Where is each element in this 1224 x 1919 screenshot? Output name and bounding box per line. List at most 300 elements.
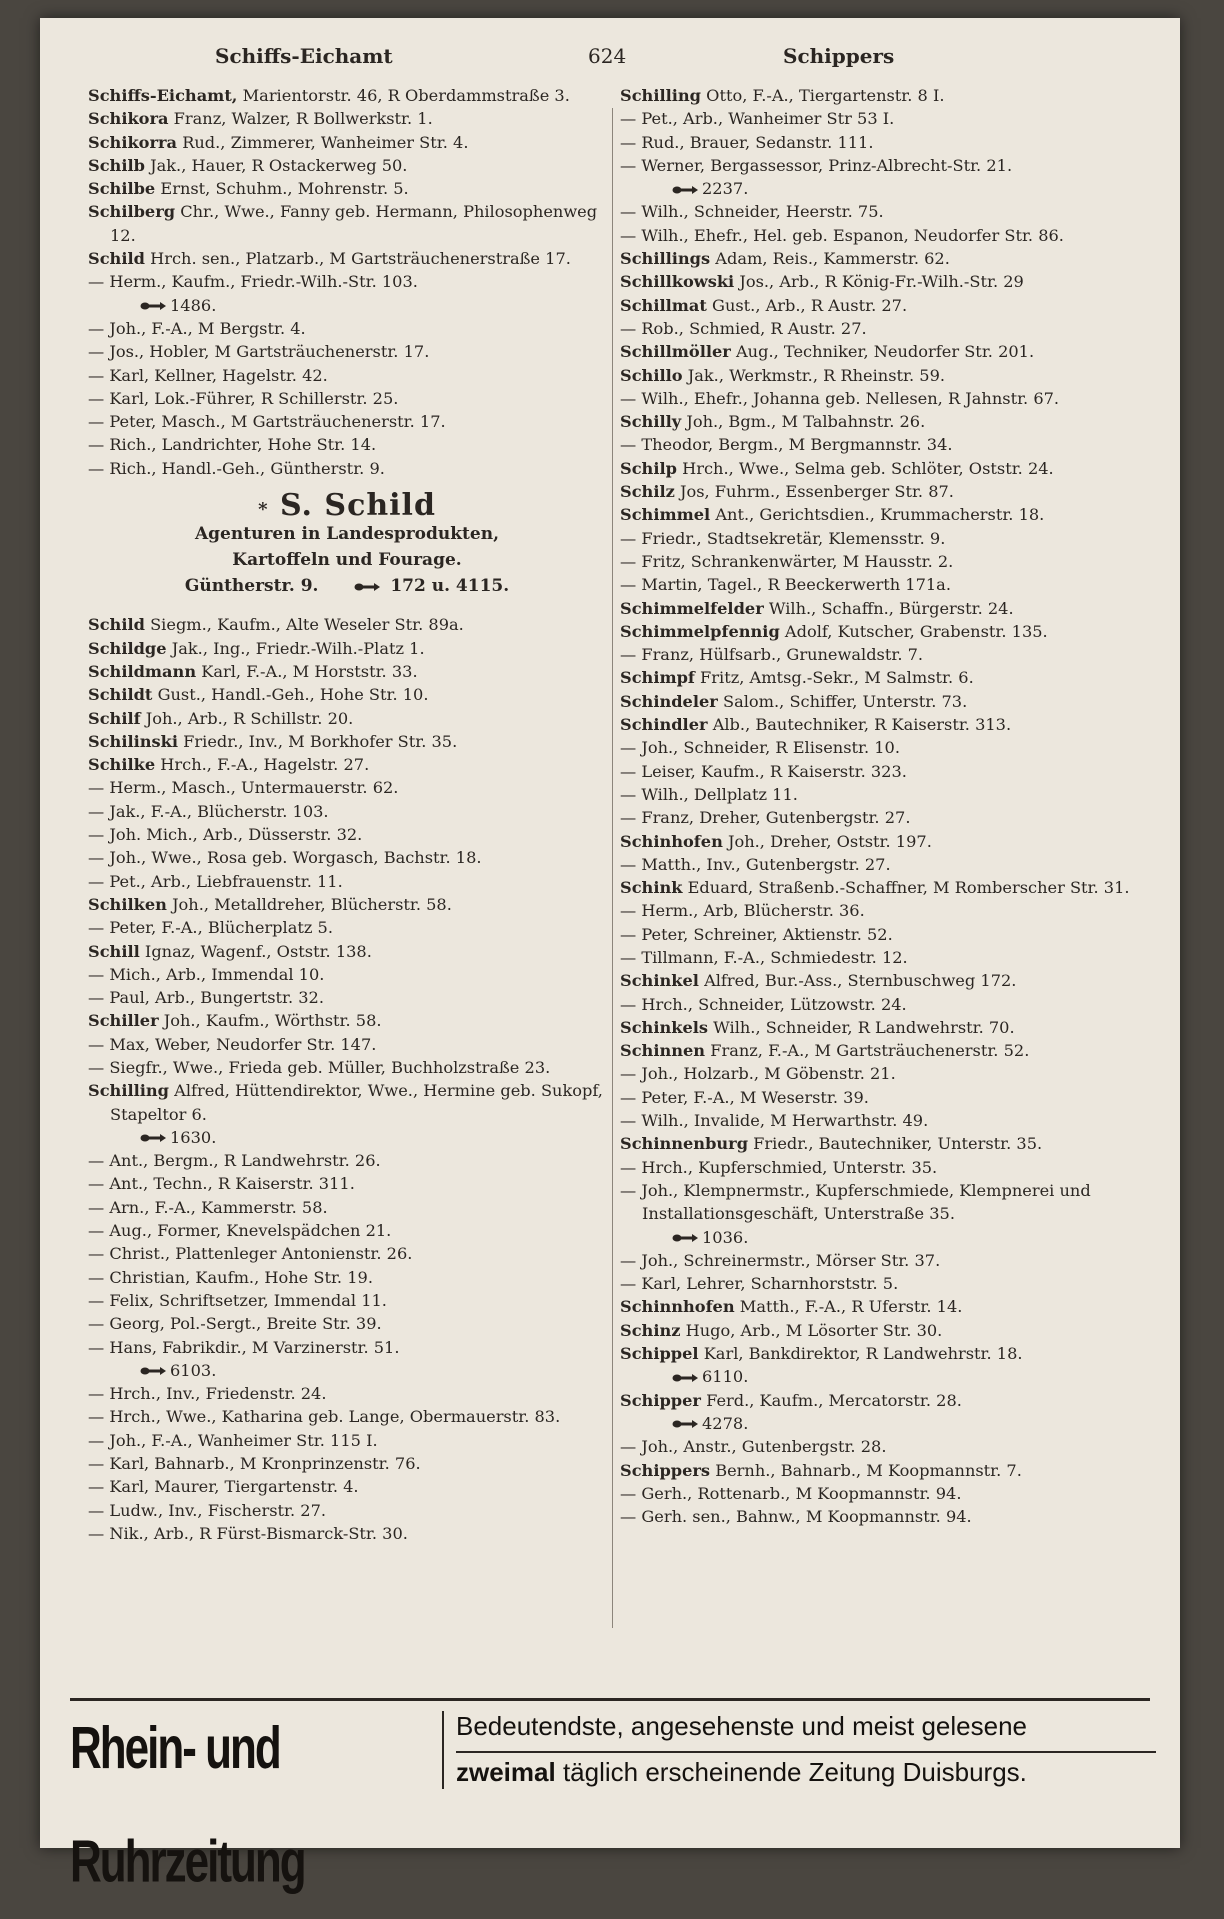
directory-entry bbox=[620, 1435, 1144, 1458]
entry-details: Otto, F.-A., Tiergartenstr. 8 I. bbox=[706, 86, 945, 105]
banner-line-2-rest: täglich erscheinende Zeitung Duisburgs. bbox=[555, 1757, 1027, 1787]
directory-entry bbox=[620, 806, 1144, 829]
entry-details: — Siegfr., Wwe., Frieda geb. Müller, Buchholzstraße 23. bbox=[88, 1057, 551, 1077]
directory-entry bbox=[620, 387, 1144, 410]
entry-telephone bbox=[110, 1361, 216, 1380]
entry-surname: Schillmöller bbox=[620, 342, 731, 362]
entry-details: — Ant., Techn., R Kaiserstr. 311. bbox=[88, 1174, 355, 1194]
directory-entry bbox=[620, 946, 1144, 969]
directory-entry bbox=[88, 1056, 606, 1079]
advert-line-2: Kartoffeln und Fourage. bbox=[232, 550, 462, 571]
directory-entry bbox=[620, 923, 1144, 946]
entry-details: Friedr., Bautechniker, Unterstr. 35. bbox=[753, 1134, 1043, 1154]
telephone-icon bbox=[672, 1373, 698, 1383]
entry-details: — Christian, Kaufm., Hohe Str. 19. bbox=[88, 1267, 373, 1287]
entry-details: — Joh., F.-A., M Bergstr. 4. bbox=[88, 318, 306, 338]
directory-entry bbox=[88, 963, 606, 986]
directory-entry bbox=[620, 736, 1144, 759]
directory-entry bbox=[620, 317, 1144, 340]
directory-entry bbox=[88, 200, 606, 247]
entry-surname: Schilke bbox=[88, 755, 156, 775]
directory-entry bbox=[88, 776, 606, 799]
directory-entry bbox=[88, 660, 606, 683]
directory-entry bbox=[88, 753, 606, 776]
directory-entry bbox=[88, 433, 606, 456]
directory-entry bbox=[620, 550, 1144, 573]
directory-entry bbox=[620, 457, 1144, 480]
directory-entry bbox=[620, 643, 1144, 666]
entry-details: Franz, F.-A., M Gartsträuchenerstr. 52. bbox=[710, 1041, 1030, 1061]
entry-surname: Schilling bbox=[88, 1081, 170, 1101]
entry-surname: Schinnhofen bbox=[620, 1297, 735, 1317]
entry-details: — Herm., Arb, Blücherstr. 36. bbox=[620, 901, 865, 921]
entry-details: — Rud., Brauer, Sedanstr. 111. bbox=[620, 132, 874, 152]
directory-entry bbox=[620, 364, 1144, 387]
directory-entry bbox=[620, 131, 1144, 154]
entry-details: Adolf, Kutscher, Grabenstr. 135. bbox=[784, 621, 1048, 641]
entry-details: — Franz, Dreher, Gutenbergstr. 27. bbox=[620, 808, 911, 828]
directory-entry bbox=[88, 846, 606, 869]
directory-entry bbox=[88, 131, 606, 154]
header-left: Schiffs-Eichamt bbox=[215, 44, 393, 68]
telephone-number: 1486. bbox=[170, 295, 217, 315]
directory-entry bbox=[620, 1459, 1144, 1482]
entry-telephone bbox=[642, 1367, 748, 1386]
entry-details: — Leiser, Kaufm., R Kaiserstr. 323. bbox=[620, 761, 907, 781]
directory-entry bbox=[620, 1319, 1144, 1342]
entry-surname: Schildge bbox=[88, 638, 167, 658]
entry-details: Fritz, Amtsg.-Sekr., M Salmstr. 6. bbox=[700, 668, 974, 688]
entry-details: Aug., Techniker, Neudorfer Str. 201. bbox=[735, 342, 1035, 362]
newspaper-advert-banner bbox=[70, 1698, 1150, 1895]
directory-entry bbox=[88, 1079, 606, 1149]
directory-entry bbox=[620, 294, 1144, 317]
running-head bbox=[40, 44, 1180, 78]
entry-details: — Rich., Handl.-Geh., Güntherstr. 9. bbox=[88, 458, 385, 478]
entry-details: — Joh., Holzarb., M Göbenstr. 21. bbox=[620, 1064, 896, 1084]
entry-details: — Gerh. sen., Bahnw., M Koopmannstr. 94. bbox=[620, 1507, 972, 1527]
telephone-number: 6110. bbox=[702, 1367, 749, 1387]
entry-details: — Peter, Masch., M Gartsträuchenerstr. 17. bbox=[88, 412, 446, 432]
telephone-number: 4278. bbox=[702, 1413, 749, 1433]
entry-details: — Herm., Kaufm., Friedr.-Wilh.-Str. 103. bbox=[88, 272, 418, 292]
directory-entry bbox=[620, 1062, 1144, 1085]
entry-details: Chr., Wwe., Fanny geb. Hermann, Philosophenweg 12. bbox=[110, 202, 598, 245]
entry-surname: Schindeler bbox=[620, 691, 718, 711]
entry-surname: Schillmat bbox=[620, 295, 707, 315]
directory-entry bbox=[88, 270, 606, 317]
entry-details: — Joh., Wwe., Rosa geb. Worgasch, Bachstr. 18. bbox=[88, 848, 482, 868]
entry-details: — Werner, Bergassessor, Prinz-Albrecht-Str. 21. bbox=[620, 155, 1013, 175]
entry-surname: Schilb bbox=[88, 155, 145, 175]
entry-details: — Jos., Hobler, M Gartsträuchenerstr. 17. bbox=[88, 342, 430, 362]
entry-details: Hugo, Arb., M Lösorter Str. 30. bbox=[685, 1320, 943, 1340]
directory-entry bbox=[88, 730, 606, 753]
entry-surname: Schimmelfelder bbox=[620, 598, 764, 618]
entry-details: Salom., Schiffer, Unterstr. 73. bbox=[723, 691, 968, 711]
entry-details: Hrch., F.-A., Hagelstr. 27. bbox=[160, 755, 370, 775]
directory-entry bbox=[88, 247, 606, 270]
entry-telephone bbox=[642, 179, 748, 198]
entry-details: — Joh., Schreinermstr., Mörser Str. 37. bbox=[620, 1250, 941, 1270]
entry-details: — Paul, Arb., Bungertstr. 32. bbox=[88, 988, 325, 1008]
entry-details: — Karl, Maurer, Tiergartenstr. 4. bbox=[88, 1477, 359, 1497]
directory-entry bbox=[620, 340, 1144, 363]
directory-entry bbox=[88, 154, 606, 177]
entry-details: Alb., Bautechniker, R Kaiserstr. 313. bbox=[712, 715, 1012, 735]
directory-entry bbox=[88, 1219, 606, 1242]
directory-entry bbox=[88, 1336, 606, 1383]
entry-details: — Theodor, Bergm., M Bergmannstr. 34. bbox=[620, 435, 953, 455]
directory-entry bbox=[620, 433, 1144, 456]
entry-surname: Schilling bbox=[620, 86, 702, 105]
entry-details: Hrch. sen., Platzarb., M Gartsträuchenerstraße 17. bbox=[150, 249, 571, 269]
entry-details: Jos, Fuhrm., Essenberger Str. 87. bbox=[679, 482, 954, 502]
directory-entry bbox=[88, 683, 606, 706]
directory-entry bbox=[620, 876, 1144, 899]
entry-details: Wilh., Schaffn., Bürgerstr. 24. bbox=[768, 598, 1014, 618]
directory-entry bbox=[620, 270, 1144, 293]
entry-details: — Herm., Masch., Untermauerstr. 62. bbox=[88, 778, 399, 798]
directory-entry bbox=[620, 1086, 1144, 1109]
entry-surname: Schinkels bbox=[620, 1017, 709, 1037]
banner-title: Rhein- und Ruhrzeitung bbox=[70, 1715, 305, 1895]
entry-surname: Schillings bbox=[620, 249, 711, 269]
entry-details: Joh., Metalldreher, Blücherstr. 58. bbox=[172, 894, 452, 914]
directory-entry bbox=[88, 986, 606, 1009]
right-entries bbox=[620, 84, 1144, 1528]
directory-entry bbox=[88, 1266, 606, 1289]
directory-entry bbox=[620, 713, 1144, 736]
directory-entry bbox=[88, 317, 606, 340]
entry-details: Siegm., Kaufm., Alte Weseler Str. 89a. bbox=[150, 615, 464, 635]
directory-entry bbox=[88, 800, 606, 823]
directory-entry bbox=[620, 503, 1144, 526]
directory-entry bbox=[620, 1156, 1144, 1179]
banner-divider bbox=[442, 1711, 444, 1789]
entry-details: Alfred, Hüttendirektor, Wwe., Hermine geb. Sukopf, Stapeltor 6. bbox=[110, 1081, 603, 1124]
entry-details: — Hans, Fabrikdir., M Varzinerstr. 51. bbox=[88, 1337, 400, 1357]
entry-details: — Ludw., Inv., Fischerstr. 27. bbox=[88, 1500, 327, 1520]
directory-entry bbox=[620, 597, 1144, 620]
directory-entry bbox=[88, 177, 606, 200]
entry-details: — Rich., Landrichter, Hohe Str. 14. bbox=[88, 435, 377, 455]
header-right: Schippers bbox=[783, 44, 895, 68]
entry-telephone bbox=[110, 1128, 216, 1147]
directory-entry bbox=[88, 1499, 606, 1522]
directory-entry bbox=[88, 637, 606, 660]
entry-details: Ignaz, Wagenf., Oststr. 138. bbox=[144, 941, 372, 961]
entry-details: Bernh., Bahnarb., M Koopmannstr. 7. bbox=[715, 1460, 1022, 1480]
directory-entry bbox=[620, 1482, 1144, 1505]
entry-surname: Schinz bbox=[620, 1320, 681, 1340]
entry-details: — Peter, Schreiner, Aktienstr. 52. bbox=[620, 924, 893, 944]
entry-details: — Matth., Inv., Gutenbergstr. 27. bbox=[620, 854, 891, 874]
entry-details: — Hrch., Wwe., Katharina geb. Lange, Obermauerstr. 83. bbox=[88, 1407, 561, 1427]
telephone-icon bbox=[672, 1419, 698, 1429]
entry-details: — Hrch., Inv., Friedenstr. 24. bbox=[88, 1384, 327, 1404]
entry-details: Jak., Ing., Friedr.-Wilh.-Platz 1. bbox=[171, 638, 425, 658]
entry-surname: Schillo bbox=[620, 365, 683, 385]
directory-entry bbox=[88, 823, 606, 846]
entry-details: — Wilh., Invalide, M Herwarthstr. 49. bbox=[620, 1111, 929, 1131]
directory-entry bbox=[620, 247, 1144, 270]
entry-details: Eduard, Straßenb.-Schaffner, M Romberscher Str. 31. bbox=[687, 878, 1130, 898]
banner-line-2-bold: zweimal bbox=[456, 1757, 556, 1787]
directory-entry bbox=[620, 84, 1144, 107]
entry-details: Hrch., Wwe., Selma geb. Schlöter, Oststr. 24. bbox=[682, 458, 1054, 478]
directory-entry bbox=[88, 1172, 606, 1195]
entry-details: — Karl, Lehrer, Scharnhorststr. 5. bbox=[620, 1274, 899, 1294]
advert-title bbox=[88, 488, 606, 524]
directory-entry bbox=[620, 993, 1144, 1016]
directory-entry bbox=[620, 1016, 1144, 1039]
entry-surname: Schill bbox=[88, 941, 140, 961]
entry-surname: Schilbe bbox=[88, 179, 156, 199]
entry-surname: Schindler bbox=[620, 715, 708, 735]
entry-telephone bbox=[110, 296, 216, 315]
entry-details: Rud., Zimmerer, Wanheimer Str. 4. bbox=[182, 132, 469, 152]
directory-entry bbox=[620, 1342, 1144, 1389]
directory-entry bbox=[620, 1039, 1144, 1062]
entry-telephone bbox=[642, 1228, 748, 1247]
directory-entry bbox=[620, 1109, 1144, 1132]
directory-entry bbox=[88, 940, 606, 963]
directory-entry bbox=[620, 527, 1144, 550]
directory-entry bbox=[620, 760, 1144, 783]
directory-entry bbox=[88, 457, 606, 480]
entry-details: — Karl, Lok.-Führer, R Schillerstr. 25. bbox=[88, 388, 399, 408]
entry-details: — Aug., Former, Knevelspädchen 21. bbox=[88, 1221, 392, 1241]
entry-details: — Karl, Bahnarb., M Kronprinzenstr. 76. bbox=[88, 1454, 421, 1474]
entry-details: — Peter, F.-A., M Weserstr. 39. bbox=[620, 1087, 869, 1107]
entry-details: Joh., Dreher, Oststr. 197. bbox=[728, 831, 932, 851]
advert-title-text: S. Schild bbox=[279, 488, 436, 524]
entry-surname: Schikora bbox=[88, 109, 169, 129]
directory-entry bbox=[88, 707, 606, 730]
entry-details: — Arn., F.-A., Kammerstr. 58. bbox=[88, 1197, 328, 1217]
directory-entry bbox=[620, 690, 1144, 713]
entry-surname: Schilberg bbox=[88, 202, 176, 222]
entry-surname: Schilken bbox=[88, 894, 167, 914]
entry-details: Jak., Werkmstr., R Rheinstr. 59. bbox=[687, 365, 946, 385]
entry-telephone bbox=[642, 1414, 748, 1433]
entry-surname: Schilly bbox=[620, 412, 682, 432]
entry-details: — Christ., Plattenleger Antonienstr. 26. bbox=[88, 1244, 413, 1264]
entry-details: — Gerh., Rottenarb., M Koopmannstr. 94. bbox=[620, 1483, 962, 1503]
entry-surname: Schinnenburg bbox=[620, 1134, 749, 1154]
directory-entry bbox=[88, 916, 606, 939]
advert-telephone: 172 u. 4115. bbox=[390, 576, 510, 597]
entry-details: Jos., Arb., R König-Fr.-Wilh.-Str. 29 bbox=[739, 272, 1024, 292]
entry-details: — Jak., F.-A., Blücherstr. 103. bbox=[88, 801, 329, 821]
banner-line-1: Bedeutendste, angesehenste und meist gelesene bbox=[456, 1711, 1027, 1741]
entry-details: — Joh., Klempnermstr., Kupferschmiede, Klempnerei und Installationsgeschäft, Unterstraße 35. bbox=[620, 1180, 1091, 1224]
advert-line-1: Agenturen in Landesprodukten, bbox=[194, 524, 499, 545]
entry-details: Gust., Arb., R Austr. 27. bbox=[712, 295, 908, 315]
entry-details: — Joh., Schneider, R Elisenstr. 10. bbox=[620, 738, 901, 758]
directory-entry bbox=[620, 899, 1144, 922]
entry-surname: Schikorra bbox=[88, 132, 178, 152]
directory-entry bbox=[88, 870, 606, 893]
directory-entry bbox=[88, 340, 606, 363]
entry-details: Ferd., Kaufm., Mercatorstr. 28. bbox=[706, 1390, 962, 1410]
entry-details: Joh., Arb., R Schillstr. 20. bbox=[145, 708, 354, 728]
entry-details: Alfred, Bur.-Ass., Sternbuschweg 172. bbox=[704, 971, 1017, 991]
right-column bbox=[620, 84, 1144, 1664]
entry-details: Ant., Gerichtsdien., Krummacherstr. 18. bbox=[715, 505, 1045, 525]
left-entries-top bbox=[88, 84, 606, 480]
entry-details: Wilh., Schneider, R Landwehrstr. 70. bbox=[713, 1017, 1015, 1037]
advert-star: * bbox=[258, 499, 269, 521]
directory-entry bbox=[88, 387, 606, 410]
entry-details: Jak., Hauer, R Ostackerweg 50. bbox=[150, 155, 408, 175]
entry-surname: Schilz bbox=[620, 482, 675, 502]
entry-surname: Schildt bbox=[88, 685, 153, 705]
left-entries-bottom bbox=[88, 613, 606, 1545]
telephone-icon bbox=[140, 1133, 166, 1143]
entry-surname: Schippel bbox=[620, 1344, 699, 1364]
entry-details: Ernst, Schuhm., Mohrenstr. 5. bbox=[160, 179, 409, 199]
left-column bbox=[88, 84, 606, 1664]
column-divider bbox=[612, 108, 613, 1628]
entry-details: — Wilh., Ehefr., Johanna geb. Nellesen, R Jahnstr. 67. bbox=[620, 388, 1060, 408]
directory-entry bbox=[620, 1179, 1144, 1249]
telephone-icon bbox=[354, 582, 380, 592]
directory-entry bbox=[88, 1382, 606, 1405]
entry-details: — Wilh., Dellplatz 11. bbox=[620, 784, 798, 804]
entry-details: — Martin, Tagel., R Beeckerwerth 171a. bbox=[620, 575, 951, 595]
entry-details: Karl, Bankdirektor, R Landwehrstr. 18. bbox=[703, 1344, 1023, 1364]
directory-entry bbox=[620, 410, 1144, 433]
entry-details: — Rob., Schmied, R Austr. 27. bbox=[620, 318, 867, 338]
entry-details: — Wilh., Schneider, Heerstr. 75. bbox=[620, 202, 884, 222]
directory-entry bbox=[620, 107, 1144, 130]
entry-surname: Schiffs-Eichamt, bbox=[88, 86, 238, 105]
entry-surname: Schimpf bbox=[620, 668, 695, 688]
directory-entry bbox=[88, 1429, 606, 1452]
page-number: 624 bbox=[588, 44, 627, 68]
entry-details: Friedr., Inv., M Borkhofer Str. 35. bbox=[183, 731, 458, 751]
directory-entry bbox=[88, 1522, 606, 1545]
directory-entry bbox=[88, 1289, 606, 1312]
entry-details: — Max, Weber, Neudorfer Str. 147. bbox=[88, 1034, 377, 1054]
entry-details: — Georg, Pol.-Sergt., Breite Str. 39. bbox=[88, 1314, 382, 1334]
directory-entry bbox=[620, 783, 1144, 806]
telephone-number: 1630. bbox=[170, 1127, 217, 1147]
entry-surname: Schink bbox=[620, 878, 683, 898]
directory-entry bbox=[620, 666, 1144, 689]
entry-details: Marientorstr. 46, R Oberdammstraße 3. bbox=[242, 86, 570, 105]
directory-entry bbox=[88, 1405, 606, 1428]
entry-details: — Friedr., Stadtsekretär, Klemensstr. 9. bbox=[620, 528, 946, 548]
entry-details: — Tillmann, F.-A., Schmiedestr. 12. bbox=[620, 947, 908, 967]
entry-details: — Hrch., Schneider, Lützowstr. 24. bbox=[620, 994, 907, 1014]
entry-surname: Schilinski bbox=[88, 731, 179, 751]
directory-entry bbox=[88, 410, 606, 433]
entry-details: — Joh., F.-A., Wanheimer Str. 115 I. bbox=[88, 1430, 378, 1450]
directory-entry bbox=[620, 1389, 1144, 1436]
directory-entry bbox=[620, 154, 1144, 201]
entry-details: Gust., Handl.-Geh., Hohe Str. 10. bbox=[157, 685, 429, 705]
directory-entry bbox=[88, 1009, 606, 1032]
directory-entry bbox=[620, 1249, 1144, 1272]
telephone-number: 6103. bbox=[170, 1360, 217, 1380]
entry-surname: Schimmelpfennig bbox=[620, 621, 780, 641]
entry-details: — Joh. Mich., Arb., Düsserstr. 32. bbox=[88, 825, 363, 845]
entry-details: — Felix, Schriftsetzer, Immendal 11. bbox=[88, 1290, 387, 1310]
entry-surname: Schilf bbox=[88, 708, 141, 728]
directory-entry bbox=[88, 1312, 606, 1335]
advert-line-3 bbox=[88, 573, 606, 599]
advert-address: Güntherstr. 9. bbox=[184, 576, 319, 597]
entry-surname: Schinkel bbox=[620, 971, 699, 991]
directory-entry bbox=[88, 84, 606, 107]
entry-details: — Peter, F.-A., Blücherplatz 5. bbox=[88, 918, 333, 938]
entry-details: Joh., Bgm., M Talbahnstr. 26. bbox=[686, 412, 926, 432]
directory-entry bbox=[620, 1272, 1144, 1295]
entry-details: Matth., F.-A., R Uferstr. 14. bbox=[739, 1297, 963, 1317]
entry-surname: Schinhofen bbox=[620, 831, 723, 851]
directory-entry bbox=[620, 480, 1144, 503]
entry-details: — Ant., Bergm., R Landwehrstr. 26. bbox=[88, 1151, 381, 1171]
directory-entry bbox=[88, 1475, 606, 1498]
directory-entry bbox=[88, 893, 606, 916]
directory-entry bbox=[88, 1242, 606, 1265]
banner-line-2 bbox=[456, 1751, 1156, 1788]
telephone-icon bbox=[672, 1233, 698, 1243]
entry-surname: Schiller bbox=[88, 1011, 159, 1031]
entry-surname: Schildmann bbox=[88, 661, 197, 681]
telephone-icon bbox=[140, 1366, 166, 1376]
telephone-icon bbox=[672, 185, 698, 195]
directory-entry bbox=[88, 1452, 606, 1475]
directory-entry bbox=[620, 830, 1144, 853]
entry-surname: Schillkowski bbox=[620, 272, 735, 292]
entry-details: — Karl, Kellner, Hagelstr. 42. bbox=[88, 365, 328, 385]
entry-surname: Schippers bbox=[620, 1460, 711, 1480]
entry-surname: Schipper bbox=[620, 1390, 701, 1410]
directory-entry bbox=[620, 200, 1144, 223]
telephone-number: 1036. bbox=[702, 1227, 749, 1247]
entry-details: — Nik., Arb., R Fürst-Bismarck-Str. 30. bbox=[88, 1523, 408, 1543]
directory-entry bbox=[88, 1149, 606, 1172]
telephone-icon bbox=[140, 301, 166, 311]
directory-entry bbox=[88, 613, 606, 636]
entry-details: — Fritz, Schrankenwärter, M Hausstr. 2. bbox=[620, 551, 954, 571]
entry-surname: Schild bbox=[88, 249, 145, 269]
directory-entry bbox=[620, 224, 1144, 247]
entry-details: Joh., Kaufm., Wörthstr. 58. bbox=[163, 1011, 382, 1031]
entry-surname: Schild bbox=[88, 615, 145, 635]
directory-entry bbox=[620, 620, 1144, 643]
directory-entry bbox=[88, 1033, 606, 1056]
entry-details: — Joh., Anstr., Gutenbergstr. 28. bbox=[620, 1437, 887, 1457]
entry-surname: Schinnen bbox=[620, 1041, 706, 1061]
directory-entry bbox=[620, 1295, 1144, 1318]
directory-entry bbox=[620, 1132, 1144, 1155]
entry-surname: Schimmel bbox=[620, 505, 711, 525]
entry-details: — Pet., Arb., Wanheimer Str 53 I. bbox=[620, 109, 895, 129]
entry-details: Franz, Walzer, R Bollwerkstr. 1. bbox=[173, 109, 433, 129]
directory-entry bbox=[88, 1196, 606, 1219]
entry-details: Adam, Reis., Kammerstr. 62. bbox=[715, 249, 950, 269]
entry-details: Karl, F.-A., M Horststr. 33. bbox=[201, 661, 418, 681]
entry-details: — Wilh., Ehefr., Hel. geb. Espanon, Neudorfer Str. 86. bbox=[620, 225, 1064, 245]
entry-details: — Pet., Arb., Liebfrauenstr. 11. bbox=[88, 871, 343, 891]
directory-entry bbox=[620, 1505, 1144, 1528]
entry-details: — Franz, Hülfsarb., Grunewaldstr. 7. bbox=[620, 645, 924, 665]
